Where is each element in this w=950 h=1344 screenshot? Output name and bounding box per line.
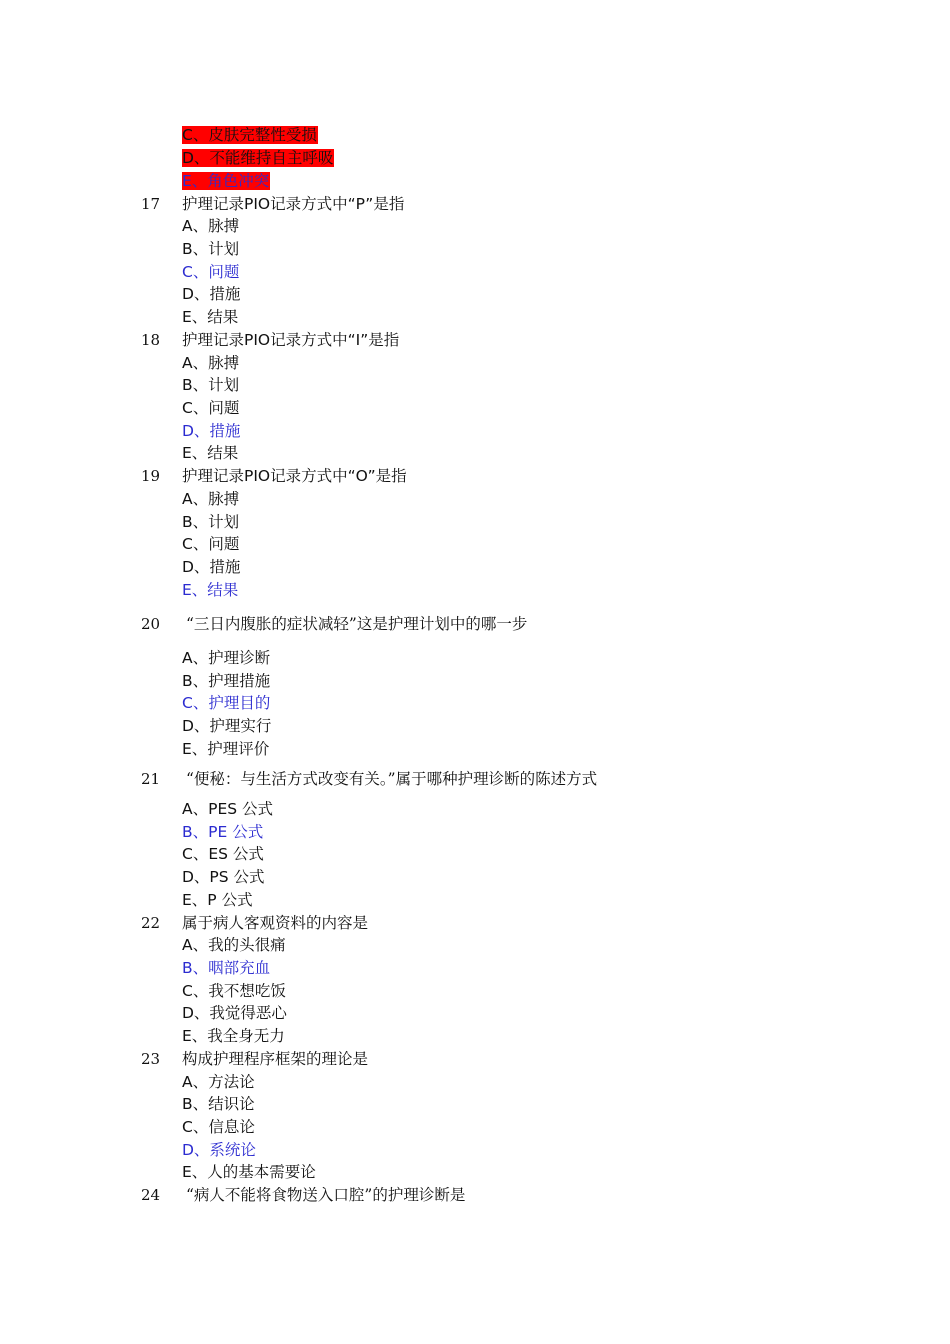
option-b: B、计划 [182,513,240,531]
option-e: E、护理评价 [182,740,270,758]
option-b: B、计划 [182,376,240,394]
option-e: E、人的基本需要论 [182,1163,316,1181]
option-d: D、措施 [182,558,241,576]
option-a: A、脉搏 [182,217,240,235]
option-c: C、我不想吃饭 [182,982,286,1000]
option-b: B、结识论 [182,1095,255,1113]
question-stem: “病人不能将食物送入口腔”的护理诊断是 [186,1186,466,1204]
question-number: 18 [141,331,161,349]
question-number: 22 [141,914,161,932]
highlighted-text: D、不能维持自主呼吸 [182,149,334,167]
question-stem: 护理记录PIO记录方式中“P”是指 [182,195,405,213]
option-b-answer: B、PE 公式 [182,823,264,841]
question-number: 24 [141,1186,161,1204]
highlighted-answer-text: E、角色冲突 [182,172,270,190]
question-number: 20 [141,615,161,633]
option-d: D、PS 公式 [182,868,265,886]
question-stem: 构成护理程序框架的理论是 [182,1050,369,1068]
option-e: E、P 公式 [182,891,253,909]
option-d: D、护理实行 [182,717,272,735]
option-e: E、结果 [182,444,239,462]
option-d: D、措施 [182,285,241,303]
option-b: B、护理措施 [182,672,271,690]
option-d-answer: D、措施 [182,422,241,440]
option-c: C、问题 [182,535,240,553]
option-a: A、PES 公式 [182,800,274,818]
option-b-answer: B、咽部充血 [182,959,271,977]
question-number: 21 [141,770,161,788]
question-stem: “便秘：与生活方式改变有关。”属于哪种护理诊断的陈述方式 [186,770,598,788]
highlighted-text: C、皮肤完整性受损 [182,126,317,144]
option-c-answer: C、问题 [182,263,240,281]
option-a: A、我的头很痛 [182,936,286,954]
option-c: C、ES 公式 [182,845,264,863]
question-stem: 属于病人客观资料的内容是 [182,914,369,932]
q16-option-c [182,124,318,146]
option-b: B、计划 [182,240,240,258]
question-stem: 护理记录PIO记录方式中“O”是指 [182,467,407,485]
option-a: A、脉搏 [182,490,240,508]
option-a: A、方法论 [182,1073,255,1091]
option-d: D、我觉得恶心 [182,1004,287,1022]
option-d-answer: D、系统论 [182,1141,256,1159]
question-number: 17 [141,195,161,213]
option-e: E、我全身无力 [182,1027,285,1045]
q16-option-e [182,170,270,192]
question-stem: “三日内腹胀的症状减轻”这是护理计划中的哪一步 [186,615,528,633]
option-e-answer: E、结果 [182,581,239,599]
question-number: 19 [141,467,161,485]
option-e: E、结果 [182,308,239,326]
option-c: C、问题 [182,399,240,417]
question-number: 23 [141,1050,161,1068]
option-a: A、脉搏 [182,354,240,372]
option-a: A、护理诊断 [182,649,271,667]
question-stem: 护理记录PIO记录方式中“I”是指 [182,331,400,349]
q16-option-d [182,147,334,169]
option-c-answer: C、护理目的 [182,694,271,712]
option-c: C、信息论 [182,1118,255,1136]
